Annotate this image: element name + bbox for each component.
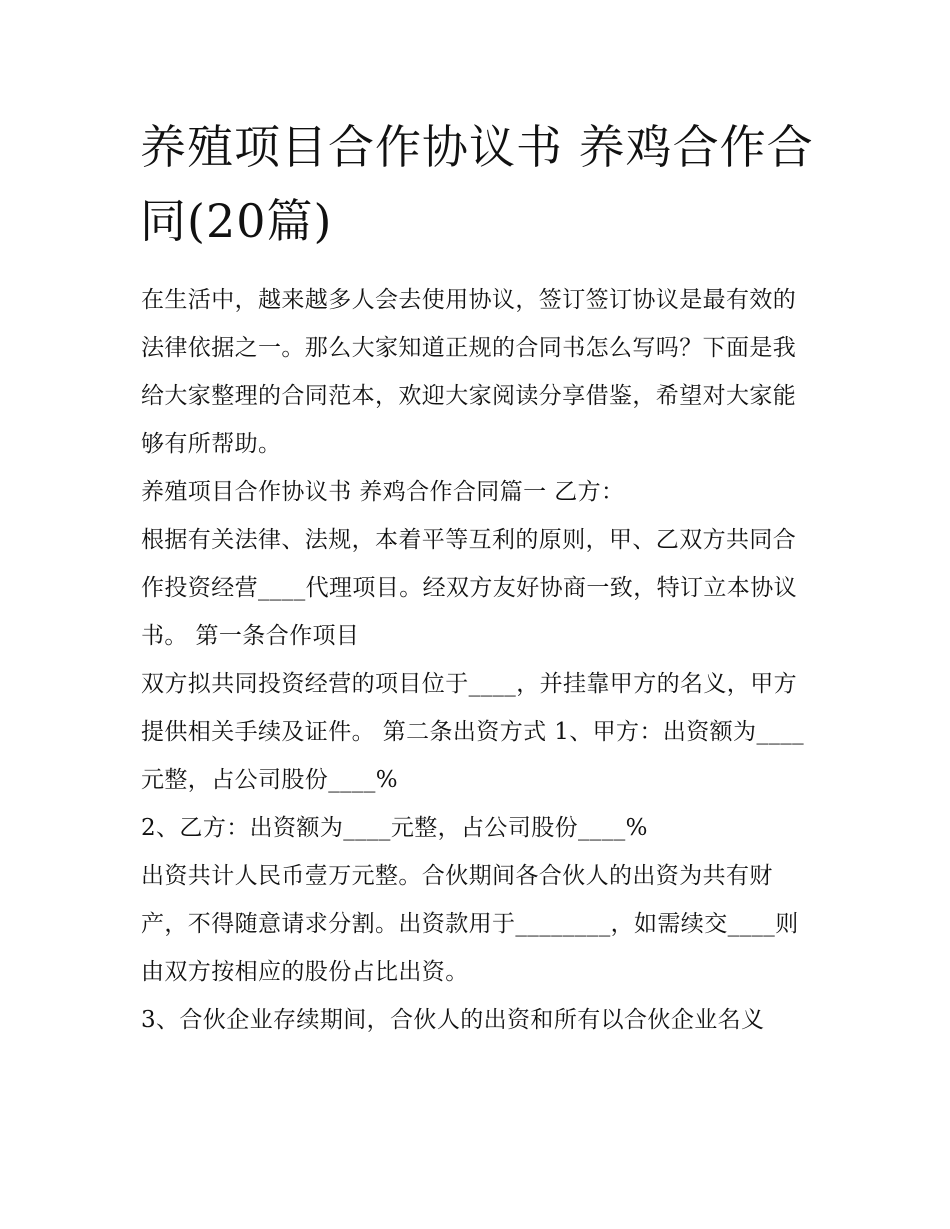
paragraph-clause-3: 3、合伙企业存续期间，合伙人的出资和所有以合伙企业名义: [141, 1007, 765, 1033]
document-title: 养殖项目合作协议书 养鸡合作合同(20篇): [140, 120, 814, 248]
document-body: [141, 276, 813, 1044]
paragraph-intro: 在生活中，越来越多人会去使用协议，签订签订协议是最有效的法律依据之一。那么大家知道正规的合同书怎么写吗？下面是我给大家整理的合同范本，欢迎大家阅读分享借鉴，希望对大家能够有所帮助。: [141, 287, 797, 457]
paragraph-section-heading: 养殖项目合作协议书 养鸡合作合同篇一 乙方：: [141, 479, 625, 505]
paragraph-project-location: 双方拟共同投资经营的项目位于____，并挂靠甲方的名义，甲方提供相关手续及证件。 第二条出资方式 1、甲方：出资额为____元整，占公司股份____%: [141, 671, 805, 793]
paragraph-party-b-investment: 2、乙方：出资额为____元整，占公司股份____%: [141, 815, 648, 841]
paragraph-total-investment: 出资共计人民币壹万元整。合伙期间各合伙人的出资为共有财产，不得随意请求分割。出资款用于________，如需续交____则由双方按相应的股份占比出资。: [141, 863, 799, 985]
paragraph-preamble: 根据有关法律、法规，本着平等互利的原则，甲、乙双方共同合作投资经营____代理项目。经双方友好协商一致，特订立本协议书。 第一条合作项目: [141, 527, 797, 649]
